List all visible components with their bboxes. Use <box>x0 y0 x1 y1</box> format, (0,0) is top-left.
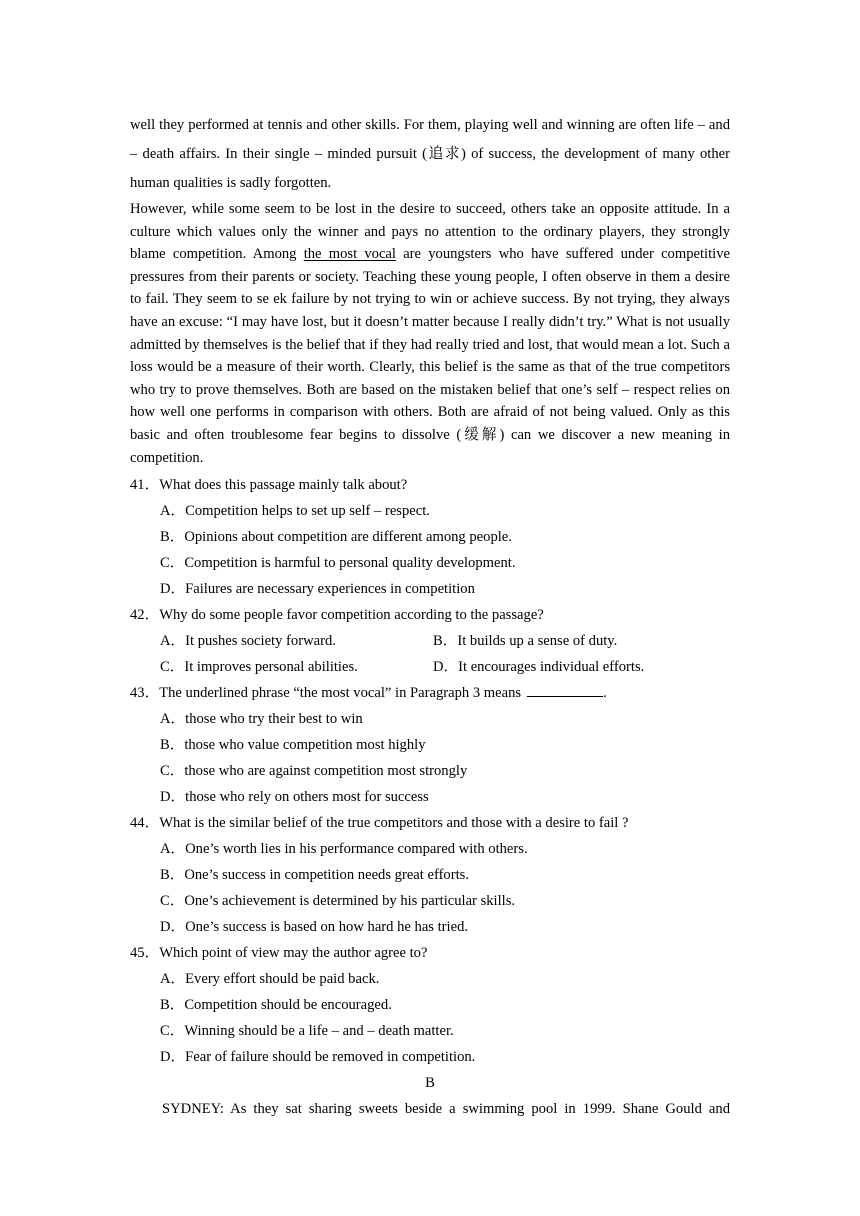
section-b-first-line: SYDNEY: As they sat sharing sweets beside a swimming pool in 1999. Shane Gould and <box>162 1101 730 1118</box>
option-d[interactable]: D．One’s success is based on how hard he has tried. <box>160 919 469 936</box>
option-b[interactable]: B．It builds up a sense of duty. <box>433 633 618 650</box>
question-43 <box>130 680 730 810</box>
option-a[interactable]: A．Every effort should be paid back. <box>160 971 380 988</box>
question-stem: 42．Why do some people favor competition according to the passage? <box>130 607 544 624</box>
question-45 <box>130 940 730 1070</box>
question-stem: 43．The underlined phrase “the most vocal” in Paragraph 3 means <box>130 685 522 702</box>
option-d[interactable]: D．Failures are necessary experiences in competition <box>160 581 475 598</box>
options-row-1 <box>130 628 730 654</box>
option-b[interactable]: B．Opinions about competition are different among people. <box>160 529 512 546</box>
option-c[interactable]: C．Winning should be a life – and – death matter. <box>160 1023 454 1040</box>
option-b[interactable]: B．those who value competition most highly <box>160 737 426 754</box>
option-a[interactable]: A．One’s worth lies in his performance compared with others. <box>160 841 528 858</box>
option-a[interactable]: A．those who try their best to win <box>160 711 363 728</box>
option-d[interactable]: D．It encourages individual efforts. <box>433 659 645 676</box>
exam-page <box>130 111 730 1122</box>
option-c[interactable]: C．One’s achievement is determined by his particular skills. <box>160 893 516 910</box>
question-stem-row <box>130 680 730 706</box>
question-stem: 44．What is the similar belief of the true competitors and those with a desire to fail ? <box>130 815 629 832</box>
stem-period: . <box>603 685 607 702</box>
question-stem: 45．Which point of view may the author agree to? <box>130 945 428 962</box>
option-b[interactable]: B．One’s success in competition needs great efforts. <box>160 867 469 884</box>
question-stem: 41．What does this passage mainly talk about? <box>130 477 408 494</box>
question-42 <box>130 602 730 680</box>
option-d[interactable]: D．those who rely on others most for success <box>160 789 429 806</box>
option-b[interactable]: B．Competition should be encouraged. <box>160 997 392 1014</box>
section-b-heading: B <box>425 1075 435 1092</box>
option-d[interactable]: D．Fear of failure should be removed in competition. <box>160 1049 476 1066</box>
option-c[interactable]: C．It improves personal abilities. <box>160 659 358 676</box>
passage-paragraph-2 <box>130 198 730 469</box>
option-c[interactable]: C．Competition is harmful to personal quality development. <box>160 555 516 572</box>
paragraph-2-text-b: are youngsters who have suffered under competitive pressures from their parents or society. Teaching these young people, I often observe in them a desire to fail. They seem to se ek failure by not trying to win or achieve success. By not trying, they always have an excuse: “I may have lost, but it doesn’t matter because I really didn’t try.” What is not usually admitted by themselves is the belief that if they had really tried and lost, that would mean a lot. Such a loss would be a measure of their worth. Clearly, this belief is the same as that of the true competitors who try to prove themselves. Both are based on the mistaken belief that one’s self – respect relies on how well one performs in comparison with others. Both are afraid of not being valued. Only as this basic and often troublesome fear begins to dissolve (缓解) can we discover a new meaning in competition. <box>130 246 730 466</box>
option-a[interactable]: A．Competition helps to set up self – respect. <box>160 503 430 520</box>
question-44 <box>130 810 730 940</box>
option-a[interactable]: A．It pushes society forward. <box>160 633 336 650</box>
passage-paragraph-1: well they performed at tennis and other skills. For them, playing well and winning are often life – and – death affairs. In their single – minded pursuit (追求) of success, the development of many other human qualities is sadly forgotten. <box>130 117 730 191</box>
answer-blank[interactable] <box>527 682 603 697</box>
options-row-2 <box>130 654 730 680</box>
underlined-phrase: the most vocal <box>303 246 396 263</box>
question-41 <box>130 472 730 602</box>
paragraph-2-text-a: However, while some seem to be lost in the desire to succeed, others take an opposite attitude. In a culture which values only the winner and pays no attention to the ordinary players, they strongly blame competition. Among <box>130 201 730 263</box>
option-c[interactable]: C．those who are against competition most strongly <box>160 763 468 780</box>
